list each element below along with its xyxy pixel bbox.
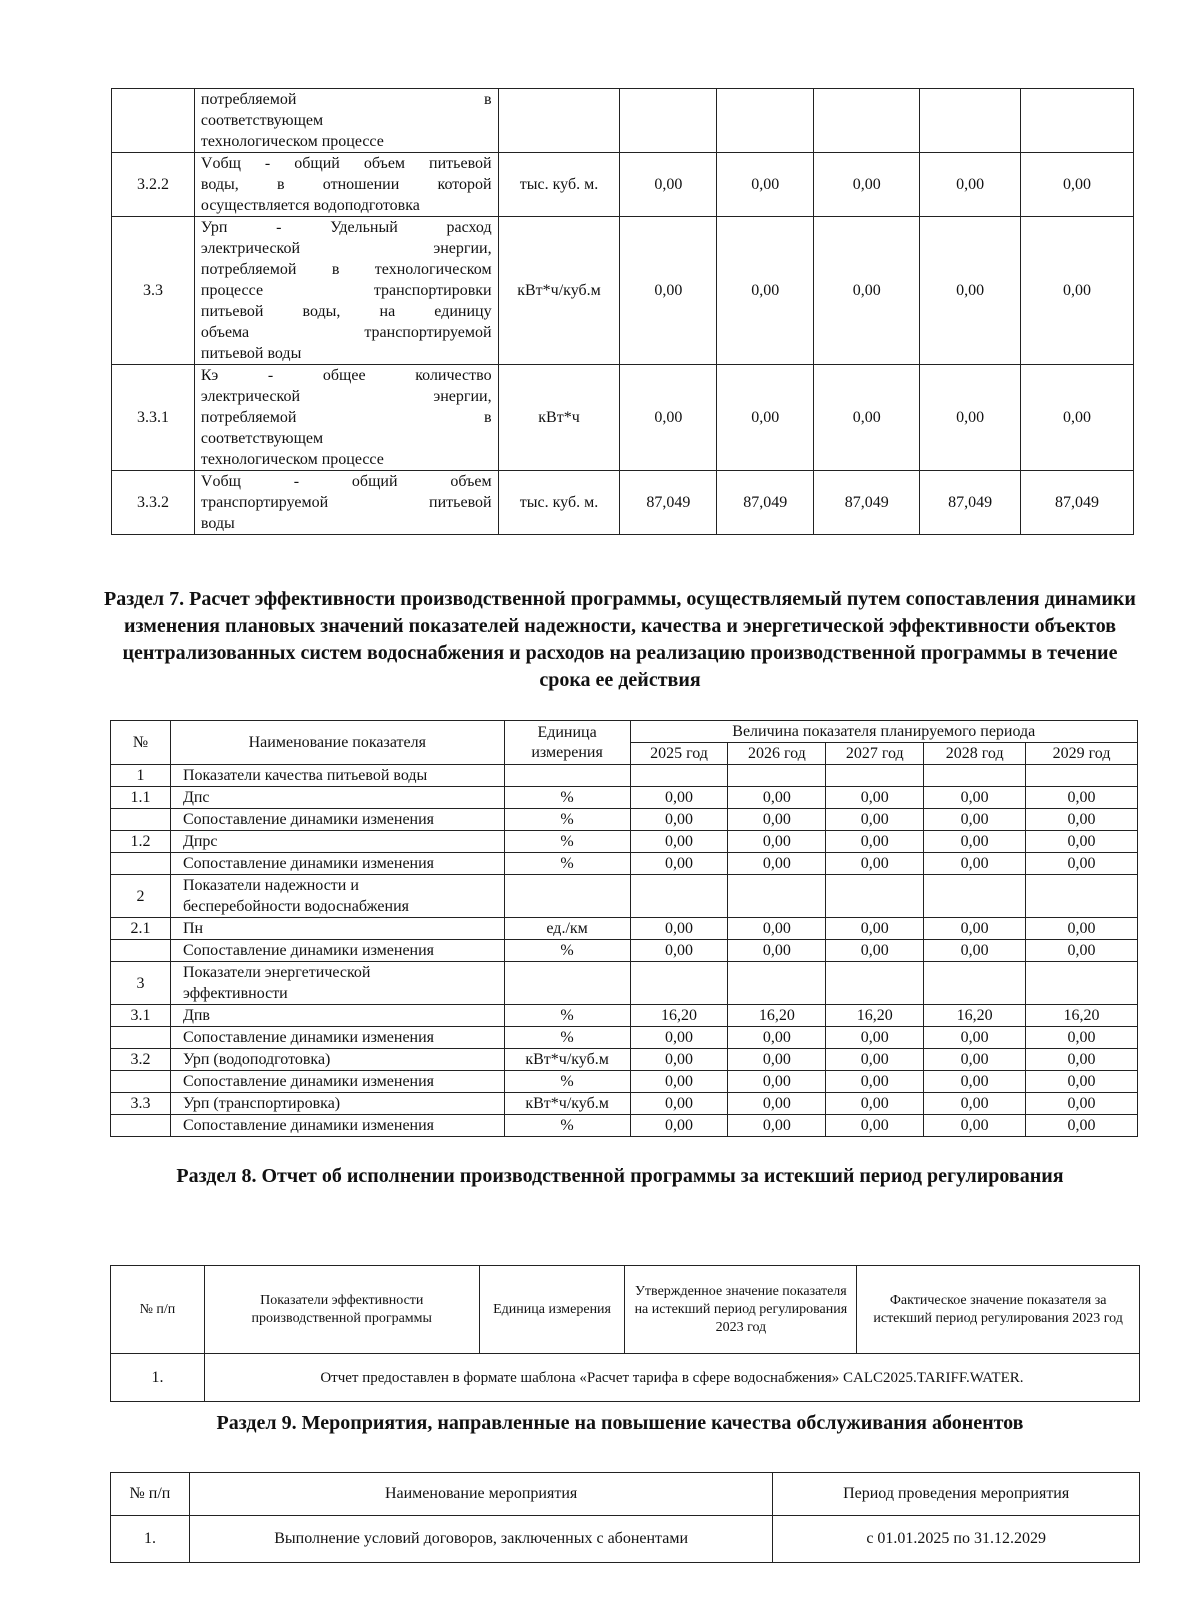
value-cell: 0,00 [1021,217,1134,365]
value-cell [920,89,1021,153]
value-cell: 0,00 [630,809,728,831]
section-7-title: Раздел 7. Расчет эффективности производственной программы, осуществляемый путем сопоставления динамики изменения плановых значений показателей надежности, качества и энергетической эффективности объектов централизованных систем водоснабжения и расходов на реализацию производственной программы в течение срока ее действия [104,588,1136,691]
row-number [111,809,171,831]
unit [504,875,630,918]
name-line: электрической энергии, [200,240,492,257]
header-name: Наименование показателя [170,721,504,765]
unit: % [504,1071,630,1093]
value-cell: 0,00 [630,940,728,962]
value-cell: 0,00 [630,1049,728,1071]
name-line: Vобщ - общий объем питьевой [200,155,492,172]
section-8-table [110,1265,1140,1402]
value-cell: 0,00 [826,809,924,831]
table-row [112,217,1134,365]
value-cell: 0,00 [924,1071,1026,1093]
row-number: 3.3 [111,1093,171,1115]
value-cell: 87,049 [620,471,717,535]
table-row [111,1049,1138,1071]
unit [498,89,620,153]
value-cell [826,962,924,1005]
indicator-name [194,471,498,535]
row-number: 3 [111,962,171,1005]
indicator-name: Показатели надежности и бесперебойности водоснабжения [170,875,504,918]
value-cell: 0,00 [728,809,826,831]
unit [504,765,630,787]
unit: % [504,787,630,809]
name-line: воды [200,515,235,532]
unit: кВт*ч [498,365,620,471]
header-period: Величина показателя планируемого периода [630,721,1137,743]
value-cell: 0,00 [1026,918,1138,940]
value-cell: 0,00 [814,153,920,217]
header-unit: Единица измерения [504,721,630,765]
value-cell: 0,00 [1026,831,1138,853]
activity-name: Выполнение условий договоров, заключенных с абонентами [189,1516,772,1563]
value-cell [1026,765,1138,787]
value-cell: 0,00 [728,1071,826,1093]
report-row-text: Отчет предоставлен в формате шаблона «Расчет тарифа в сфере водоснабжения» CALC2025.TARIFF.WATER. [204,1354,1139,1402]
name-line: Кэ - общее количество [200,367,492,384]
report-row-num: 1. [111,1354,205,1402]
indicator-name: Сопоставление динамики изменения [170,1071,504,1093]
table-row [111,809,1138,831]
value-cell: 0,00 [826,1093,924,1115]
value-cell: 0,00 [620,365,717,471]
indicator-name: Урп (водоподготовка) [170,1049,504,1071]
row-number [111,940,171,962]
table-row [111,1093,1138,1115]
value-cell: 0,00 [717,365,814,471]
row-number: 1.1 [111,787,171,809]
row-number [111,1071,171,1093]
row-number [111,1027,171,1049]
row-number: 3.2 [111,1049,171,1071]
indicator-name: Сопоставление динамики изменения [170,940,504,962]
name-line: соответствующем [200,430,324,447]
value-cell: 0,00 [1026,940,1138,962]
unit: тыс. куб. м. [498,471,620,535]
row-number [112,89,195,153]
name-line: питьевой воды, на единицу [200,303,492,320]
value-cell: 0,00 [924,1049,1026,1071]
header-period: Период проведения мероприятия [773,1473,1140,1516]
name-line: соответствующем [200,112,324,129]
header-num: № [111,721,171,765]
value-cell: 0,00 [717,217,814,365]
value-cell [728,962,826,1005]
unit: % [504,1005,630,1027]
row-number [111,853,171,875]
value-cell: 0,00 [920,365,1021,471]
value-cell: 0,00 [630,918,728,940]
value-cell: 0,00 [1026,787,1138,809]
value-cell: 0,00 [924,831,1026,853]
value-cell [630,962,728,1005]
value-cell: 0,00 [728,853,826,875]
section-8-title: Раздел 8. Отчет об исполнении производственной программы за истекший период регулирования [176,1165,1064,1187]
row-number: 1.2 [111,831,171,853]
header-cell: Единица измерения [479,1266,625,1354]
activity-num: 1. [111,1516,190,1563]
name-line: воды, в отношении которой [200,176,492,193]
value-cell: 0,00 [826,831,924,853]
value-cell: 16,20 [924,1005,1026,1027]
value-cell: 0,00 [1026,1027,1138,1049]
value-cell [620,89,717,153]
table-continued-indicators [111,88,1134,535]
value-cell: 0,00 [826,1049,924,1071]
value-cell: 0,00 [728,940,826,962]
table-row [111,853,1138,875]
row-number: 3.3.1 [112,365,195,471]
table-row [112,471,1134,535]
header-cell: Показатели эффективности производственной программы [204,1266,479,1354]
indicator-name: Сопоставление динамики изменения [170,809,504,831]
value-cell: 0,00 [826,1115,924,1137]
unit: тыс. куб. м. [498,153,620,217]
value-cell [728,875,826,918]
header-cell: Утвержденное значение показателя на истекший период регулирования 2023 год [625,1266,857,1354]
indicator-name: Дпрс [170,831,504,853]
header-cell: Фактическое значение показателя за истекший период регулирования 2023 год [857,1266,1140,1354]
indicator-name [194,89,498,153]
value-cell [826,765,924,787]
value-cell: 87,049 [717,471,814,535]
unit: % [504,853,630,875]
unit: кВт*ч/куб.м [498,217,620,365]
row-number: 1 [111,765,171,787]
table-row [111,1027,1138,1049]
header-cell: № п/п [111,1266,205,1354]
unit: % [504,831,630,853]
unit: кВт*ч/куб.м [504,1093,630,1115]
indicator-name [194,153,498,217]
section-7-table [110,720,1138,1137]
value-cell: 0,00 [924,1115,1026,1137]
table-row [111,918,1138,940]
value-cell: 0,00 [1026,1093,1138,1115]
table-row [111,1071,1138,1093]
section-9-title: Раздел 9. Мероприятия, направленные на повышение качества обслуживания абонентов [216,1412,1024,1434]
value-cell: 0,00 [920,153,1021,217]
value-cell: 0,00 [924,1027,1026,1049]
row-number: 3.3 [112,217,195,365]
name-line: электрической энергии, [200,388,492,405]
unit [504,962,630,1005]
name-line: питьевой воды [200,345,302,362]
value-cell: 0,00 [826,940,924,962]
value-cell: 87,049 [1021,471,1134,535]
row-number [111,1115,171,1137]
table-row [112,89,1134,153]
header-activity: Наименование мероприятия [189,1473,772,1516]
indicator-name: Сопоставление динамики изменения [170,1115,504,1137]
value-cell: 16,20 [1026,1005,1138,1027]
value-cell: 0,00 [728,831,826,853]
value-cell: 0,00 [924,787,1026,809]
table-row [112,365,1134,471]
value-cell: 0,00 [630,787,728,809]
value-cell [924,962,1026,1005]
value-cell [1026,875,1138,918]
indicator-name: Показатели качества питьевой воды [170,765,504,787]
value-cell: 16,20 [630,1005,728,1027]
row-number: 2 [111,875,171,918]
row-number: 3.2.2 [112,153,195,217]
table-row [111,831,1138,853]
value-cell: 0,00 [1021,365,1134,471]
unit: кВт*ч/куб.м [504,1049,630,1071]
header-year: 2026 год [728,743,826,765]
indicator-name: Дпс [170,787,504,809]
name-line: технологическом процессе [200,133,384,150]
value-cell: 0,00 [1026,1049,1138,1071]
name-line: потребляемой в [200,91,492,108]
name-line: технологическом процессе [200,451,384,468]
table-row [111,787,1138,809]
indicator-name: Дпв [170,1005,504,1027]
name-line: потребляемой в [200,409,492,426]
header-year: 2029 год [1026,743,1138,765]
indicator-name [194,365,498,471]
name-line: транспортируемой питьевой [200,494,492,511]
value-cell: 87,049 [920,471,1021,535]
value-cell: 0,00 [1026,1115,1138,1137]
unit: % [504,809,630,831]
value-cell: 0,00 [924,918,1026,940]
value-cell [630,765,728,787]
indicator-name: Показатели энергетической эффективности [170,962,504,1005]
value-cell: 0,00 [728,787,826,809]
value-cell: 0,00 [814,217,920,365]
value-cell: 0,00 [728,1093,826,1115]
value-cell: 0,00 [630,1115,728,1137]
value-cell: 0,00 [826,787,924,809]
value-cell [1026,962,1138,1005]
value-cell: 0,00 [924,853,1026,875]
value-cell: 0,00 [728,918,826,940]
value-cell: 0,00 [924,1093,1026,1115]
name-line: Урп - Удельный расход [200,219,492,236]
row-number: 3.1 [111,1005,171,1027]
name-line: процессе транспортировки [200,282,492,299]
unit: % [504,1115,630,1137]
name-line: объема транспортируемой [200,324,492,341]
table-row [111,765,1138,787]
unit: % [504,940,630,962]
header-year: 2028 год [924,743,1026,765]
value-cell: 0,00 [620,153,717,217]
value-cell [814,89,920,153]
value-cell: 0,00 [826,918,924,940]
value-cell [630,875,728,918]
unit: ед./км [504,918,630,940]
value-cell: 0,00 [924,809,1026,831]
value-cell: 0,00 [1026,809,1138,831]
value-cell: 0,00 [728,1027,826,1049]
table-row [111,1115,1138,1137]
table-row [111,962,1138,1005]
value-cell: 0,00 [620,217,717,365]
header-year: 2025 год [630,743,728,765]
row-number: 3.3.2 [112,471,195,535]
value-cell [924,875,1026,918]
value-cell [728,765,826,787]
table-row [111,1005,1138,1027]
indicator-name [194,217,498,365]
value-cell: 0,00 [1026,853,1138,875]
value-cell: 16,20 [728,1005,826,1027]
value-cell: 0,00 [1026,1071,1138,1093]
value-cell: 0,00 [630,853,728,875]
value-cell: 0,00 [630,1027,728,1049]
value-cell: 0,00 [814,365,920,471]
value-cell: 0,00 [920,217,1021,365]
indicator-name: Пн [170,918,504,940]
value-cell: 0,00 [630,831,728,853]
section-9-table [110,1472,1140,1563]
value-cell: 0,00 [924,940,1026,962]
indicator-name: Сопоставление динамики изменения [170,1027,504,1049]
row-number: 2.1 [111,918,171,940]
header-year: 2027 год [826,743,924,765]
value-cell: 0,00 [826,853,924,875]
value-cell [924,765,1026,787]
table-row [111,940,1138,962]
table-row [111,875,1138,918]
value-cell [717,89,814,153]
value-cell: 0,00 [826,1071,924,1093]
unit: % [504,1027,630,1049]
value-cell: 0,00 [630,1071,728,1093]
table-row [112,153,1134,217]
indicator-name: Урп (транспортировка) [170,1093,504,1115]
value-cell [826,875,924,918]
value-cell: 0,00 [728,1115,826,1137]
name-line: потребляемой в технологическом [200,261,492,278]
activity-period: с 01.01.2025 по 31.12.2029 [773,1516,1140,1563]
value-cell: 87,049 [814,471,920,535]
value-cell: 0,00 [826,1027,924,1049]
indicator-name: Сопоставление динамики изменения [170,853,504,875]
value-cell: 0,00 [717,153,814,217]
header-num: № п/п [111,1473,190,1516]
value-cell: 16,20 [826,1005,924,1027]
name-line: Vобщ - общий объем [200,473,492,490]
value-cell [1021,89,1134,153]
value-cell: 0,00 [728,1049,826,1071]
name-line: осуществляется водоподготовка [200,197,420,214]
value-cell: 0,00 [1021,153,1134,217]
value-cell: 0,00 [630,1093,728,1115]
